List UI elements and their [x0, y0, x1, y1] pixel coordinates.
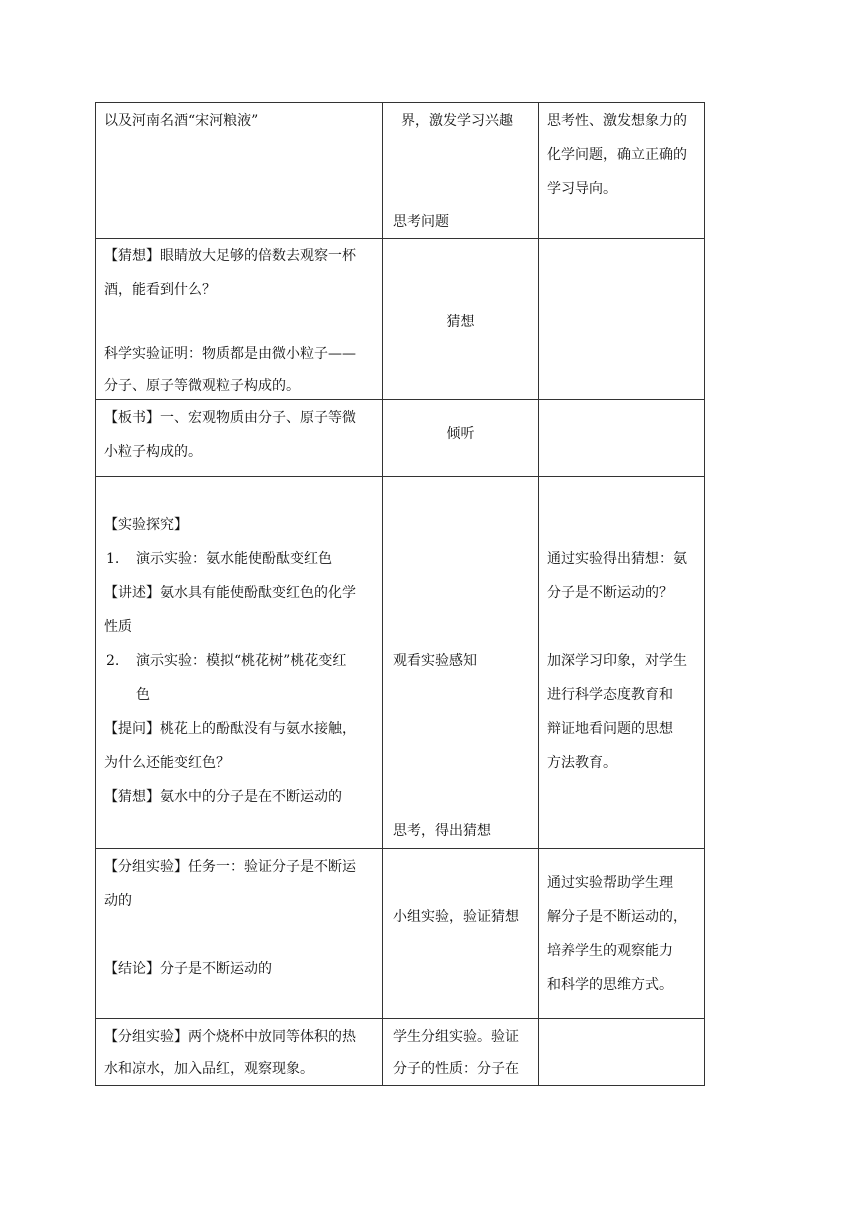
student-text: 观看实验感知: [393, 653, 477, 669]
intent-text: 方法教育。: [547, 755, 617, 771]
student-text: 倾听: [446, 426, 475, 442]
teacher-text: 【分组实验】两个烧杯中放同等体积的热: [104, 1029, 356, 1045]
student-text: 猜想: [446, 314, 475, 330]
intent-text: 学习导向。: [547, 181, 617, 197]
student-text: 小组实验，验证猜想: [393, 909, 519, 925]
table-row: [96, 239, 705, 400]
teacher-text: 以及河南名酒“宋河粮液”: [104, 113, 259, 129]
teacher-text: 【板书】一、宏观物质由分子、原子等微: [104, 410, 356, 426]
student-text: 思考，得出猜想: [393, 823, 491, 839]
intent-text: 化学问题，确立正确的: [547, 147, 687, 163]
design-intent-cell: [539, 400, 705, 477]
intent-text: 分子是不断运动的？: [547, 585, 673, 601]
table-row: [96, 849, 705, 1019]
intent-text: 解分子是不断运动的，: [547, 909, 687, 925]
intent-text: 培养学生的观察能力: [547, 943, 673, 959]
table-row: [96, 1019, 705, 1086]
teacher-text: 演示实验：氨水能使酚酞变红色: [136, 551, 332, 567]
design-intent-cell: [539, 849, 705, 1019]
teacher-text: 动的: [104, 893, 132, 909]
design-intent-cell: [539, 239, 705, 400]
student-activity-cell: [383, 239, 539, 400]
teacher-text: 【猜想】眼睛放大足够的倍数去观察一杯: [104, 248, 356, 264]
student-text: 学生分组实验。验证: [393, 1029, 519, 1045]
numbered-item: [106, 549, 332, 569]
student-text: 思考问题: [393, 214, 449, 230]
intent-text: 加深学习印象，对学生: [547, 653, 687, 669]
design-intent-cell: [539, 1019, 705, 1086]
numbered-item: [106, 651, 346, 671]
student-text: 分子的性质：分子在: [393, 1061, 519, 1077]
teacher-activity-cell: [96, 1019, 383, 1086]
teacher-text: 【猜想】氨水中的分子是在不断运动的: [104, 789, 342, 805]
student-activity-cell: [383, 477, 539, 849]
teacher-text: 色: [136, 687, 150, 703]
teacher-activity-cell: [96, 400, 383, 477]
teacher-activity-cell: [96, 239, 383, 400]
student-activity-cell: [383, 400, 539, 477]
table-row: [96, 400, 705, 477]
teacher-text: 演示实验：模拟“桃花树”桃花变红: [136, 653, 347, 669]
design-intent-cell: [539, 477, 705, 849]
intent-text: 和科学的思维方式。: [547, 977, 673, 993]
student-activity-cell: [383, 849, 539, 1019]
intent-text: 辩证地看问题的思想: [547, 721, 673, 737]
student-text: 界，激发学习兴趣: [401, 113, 513, 129]
intent-text: 通过实验得出猜想：氨: [547, 551, 687, 567]
teacher-text: 分子、原子等微观粒子构成的。: [104, 378, 300, 394]
student-activity-cell: [383, 103, 539, 239]
teacher-text: 小粒子构成的。: [104, 444, 202, 460]
teacher-text: 性质: [104, 619, 132, 635]
teacher-text: 酒，能看到什么？: [104, 282, 216, 298]
teacher-activity-cell: [96, 477, 383, 849]
student-activity-cell: [383, 1019, 539, 1086]
teacher-text: 【提问】桃花上的酚酞没有与氨水接触，: [104, 721, 356, 737]
lesson-plan-table: [95, 102, 705, 1086]
intent-text: 进行科学态度教育和: [547, 687, 673, 703]
table-row: [96, 103, 705, 239]
teacher-text: 【结论】分子是不断运动的: [104, 961, 272, 977]
teacher-text: 为什么还能变红色？: [104, 755, 230, 771]
teacher-text: 【分组实验】任务一：验证分子是不断运: [104, 859, 356, 875]
teacher-text: 科学实验证明：物质都是由微小粒子——: [104, 346, 356, 362]
item-number: 1.: [106, 551, 120, 567]
design-intent-cell: [539, 103, 705, 239]
item-number: 2.: [106, 653, 120, 669]
teacher-text: 【讲述】氨水具有能使酚酞变红色的化学: [104, 585, 356, 601]
intent-text: 通过实验帮助学生理: [547, 875, 673, 891]
table-row: [96, 477, 705, 849]
intent-text: 思考性、激发想象力的: [547, 113, 687, 129]
teacher-text: 【实验探究】: [104, 517, 188, 533]
teacher-activity-cell: [96, 103, 383, 239]
teacher-text: 水和凉水，加入品红，观察现象。: [104, 1061, 314, 1077]
teacher-activity-cell: [96, 849, 383, 1019]
